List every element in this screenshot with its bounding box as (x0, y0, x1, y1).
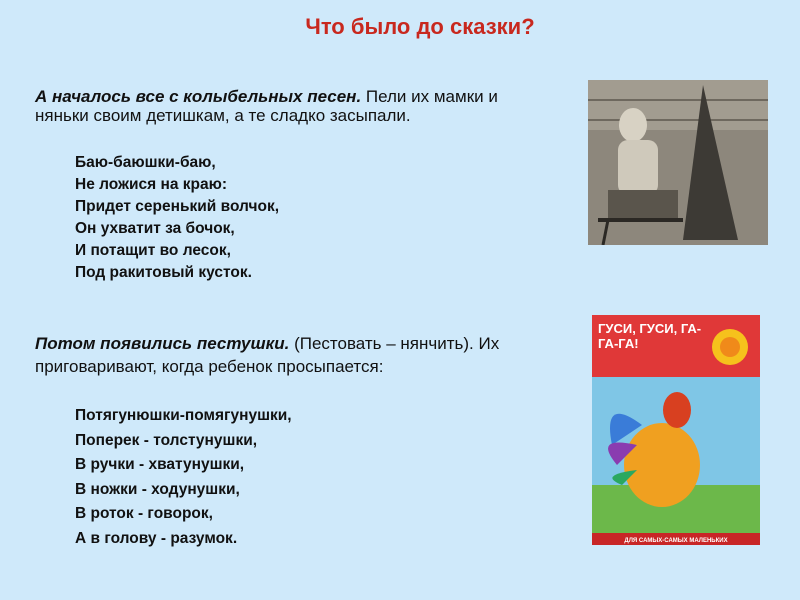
pestushka-poem (75, 404, 292, 551)
old-photo-woman-spinning (588, 80, 768, 245)
poem-line: Поперек - толстунушки, (75, 431, 258, 449)
intro-lead-1: А началось все с колыбельных песен. (35, 87, 362, 106)
book-title: ГУСИ, ГУСИ, ГА-ГА-ГА! (598, 321, 702, 351)
poem-line: Баю-баюшки-баю, (75, 154, 216, 171)
book-footer: ДЛЯ САМЫХ-САМЫХ МАЛЕНЬКИХ (624, 538, 728, 544)
intro-text-2: (Пестовать – нянчить). Их приговаривают, когда ребенок просыпается: (35, 334, 500, 376)
poem-line: В ручки - хватунушки, (75, 456, 245, 473)
intro-paragraph-1 (35, 87, 505, 125)
intro-paragraph-2 (35, 332, 505, 378)
page-title: Что было до сказки? (305, 14, 535, 39)
book-cover-gusi (592, 315, 760, 545)
lullaby-poem (75, 152, 279, 284)
poem-line: Потягунюшки-помягунушки, (75, 407, 292, 424)
intro-lead-2: Потом появились пестушки. (35, 334, 290, 353)
poem-line: Он ухватит за бочок, (75, 220, 235, 237)
intro-text-1: Пели их мамки и няньки своим детишкам, а те сладко засыпали. (35, 87, 498, 125)
poem-line: Придет серенький волчок, (75, 198, 280, 215)
poem-line: Под ракитовый кусток. (75, 264, 252, 281)
poem-line: В ножки - ходунушки, (75, 480, 240, 498)
poem-line: А в голову - разумок. (75, 529, 238, 547)
poem-line: В роток - говорок, (75, 505, 213, 522)
poem-line: И потащит во лесок, (75, 242, 231, 259)
poem-line: Не ложися на краю: (75, 176, 228, 193)
